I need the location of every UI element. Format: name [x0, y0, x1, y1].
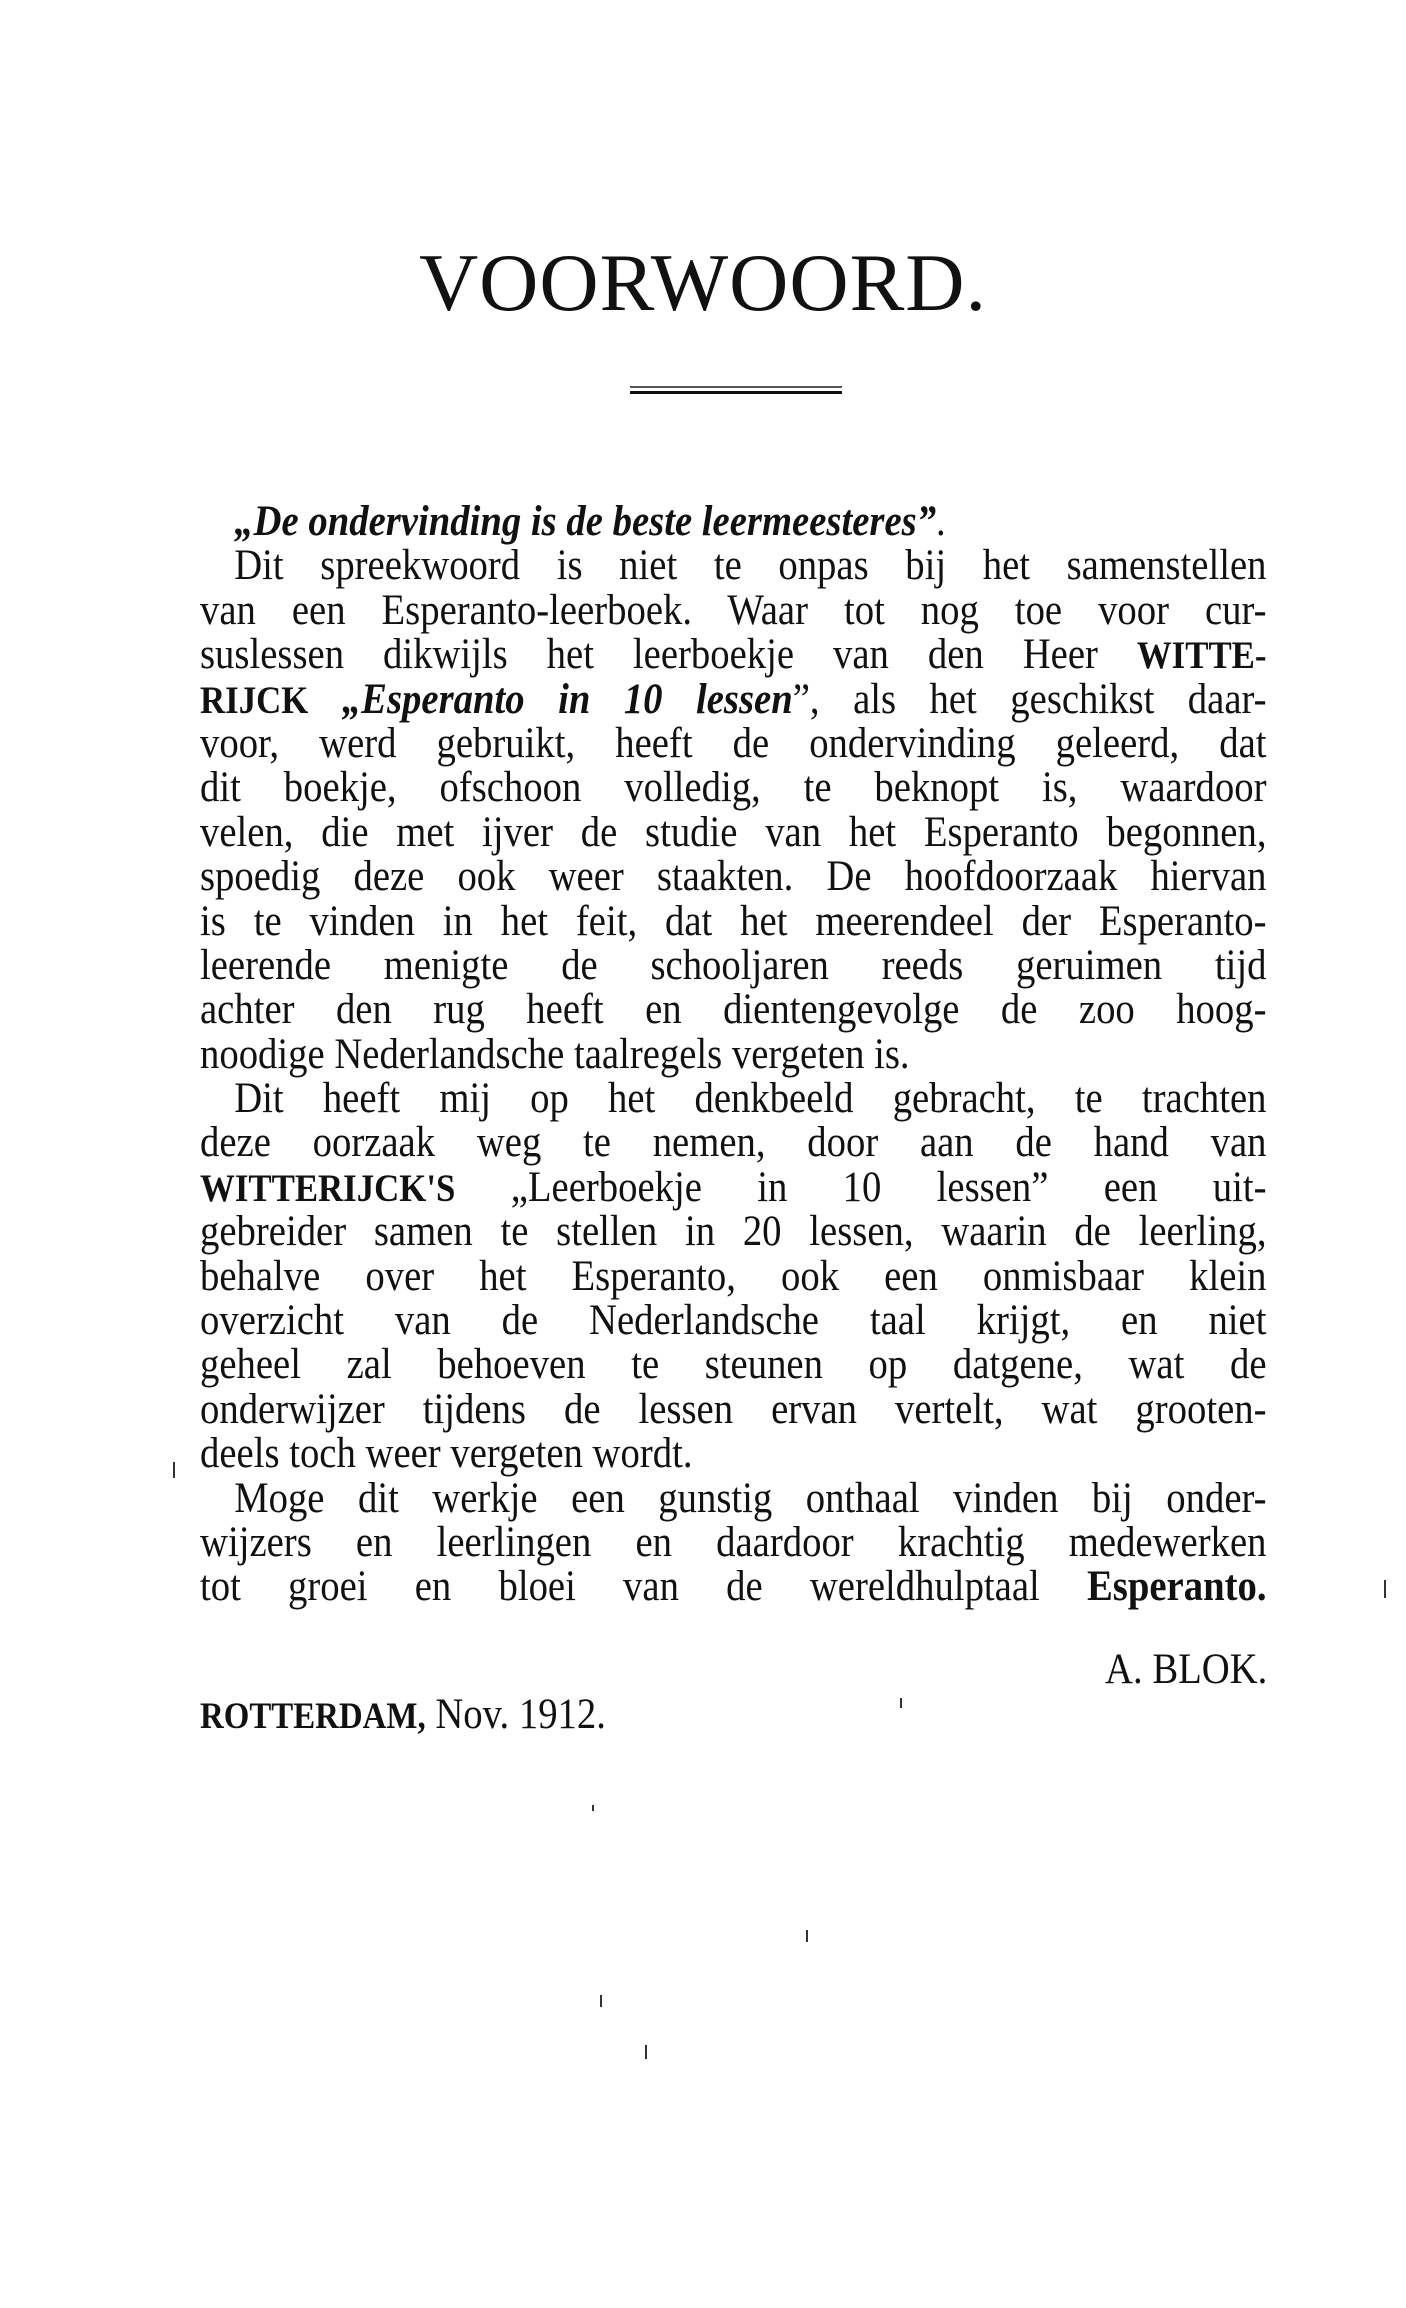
text-line: [200, 766, 1267, 810]
text-segment: gebreider samen te stellen in 20 lessen, waarin de leerling,: [200, 1208, 1267, 1256]
text-line: [200, 1565, 1267, 1609]
scan-speck: [1384, 1580, 1386, 1598]
text-line: [200, 1210, 1267, 1254]
text-line: [200, 941, 1267, 989]
text-line: [200, 1163, 1267, 1211]
text-segment: „Leerboekje in 10 lessen” een uit-: [455, 1163, 1267, 1211]
scan-speck: [592, 1805, 594, 1811]
text-line: [200, 675, 1267, 723]
text-line: [200, 855, 1267, 899]
text-segment: Dit heeft mij op het denkbeeld gebracht, te trachten: [234, 1075, 1267, 1123]
text-line: [200, 719, 1267, 767]
text-line: [200, 1343, 1267, 1387]
scan-speck: [900, 1698, 902, 1708]
text-segment: leerende menigte de schooljaren reeds geruimen tijd: [200, 941, 1267, 989]
scan-speck: [600, 1995, 602, 2007]
text-segment: velen, die met ijver de studie van het Esperanto begonnen,: [200, 808, 1267, 856]
italic-text: „De ondervinding is de beste leermeesteres”: [234, 498, 937, 545]
text-line: [200, 897, 1267, 945]
text-segment: .: [936, 498, 946, 545]
scan-speck: [173, 1462, 175, 1478]
text-line: [200, 1432, 1267, 1476]
small-caps-name: RIJCK: [200, 679, 309, 722]
page-title: VOORWOORD.: [418, 237, 988, 328]
text-line: [200, 586, 1267, 634]
text-segment: onderwijzer tijdens de lessen ervan vertelt, wat grooten-: [200, 1385, 1267, 1433]
text-segment: is te vinden in het feit, dat het meerendeel der Esperanto-: [200, 897, 1267, 945]
text-line: [200, 1385, 1267, 1433]
date: Nov. 1912.: [435, 1691, 606, 1738]
text-line: [200, 1252, 1267, 1300]
bold-text: Esperanto.: [1086, 1563, 1267, 1611]
text-segment: [308, 676, 341, 723]
text-segment: dit boekje, ofschoon volledig, te beknopt is, waardoor: [200, 764, 1267, 812]
text-line: [200, 988, 1267, 1032]
text-segment: suslessen dikwijls het leerboekje van den Heer: [200, 631, 1137, 679]
text-line: [200, 1474, 1267, 1522]
text-segment: deels toch weer vergeten wordt.: [200, 1430, 693, 1478]
text-segment: Moge dit werkje een gunstig onthaal vinden bij onder-: [234, 1474, 1267, 1522]
place: ROTTERDAM,: [200, 1695, 426, 1736]
italic-text: „Esperanto in 10 lessen: [341, 675, 793, 723]
text-line: [200, 1030, 1267, 1078]
text-segment: ”, als het geschikst daar-: [792, 675, 1267, 723]
text-line: [200, 808, 1267, 856]
scan-speck: [645, 2045, 647, 2059]
text-line: [200, 1518, 1267, 1566]
text-segment: overzicht van de Nederlandsche taal krijgt, en niet: [200, 1297, 1267, 1345]
text-segment: geheel zal behoeven te steunen op datgene, wat de: [200, 1341, 1267, 1389]
small-caps-name: WITTE-: [1136, 635, 1267, 678]
text-segment: van een Esperanto-leerboek. Waar tot nog toe voor cur-: [200, 586, 1267, 634]
author-signature: A. BLOK.: [1104, 1646, 1267, 1693]
text-segment: spoedig deze ook weer staakten. De hoofdoorzaak hiervan: [200, 853, 1267, 901]
place-date: [200, 1690, 606, 1739]
small-caps-name: WITTERIJCK'S: [200, 1167, 456, 1210]
text-line: [200, 1121, 1267, 1165]
text-line: [200, 500, 1267, 544]
text-segment: noodige Nederlandsche taalregels vergeten is.: [200, 1030, 910, 1078]
text-segment: deze oorzaak weg te nemen, door aan de hand van: [200, 1119, 1267, 1167]
scan-speck: [806, 1930, 808, 1942]
text-line: [200, 633, 1267, 677]
text-segment: wijzers en leerlingen en daardoor krachtig medewerken: [200, 1518, 1267, 1566]
text-segment: behalve over het Esperanto, ook een onmisbaar klein: [200, 1252, 1267, 1300]
text-line: [200, 1299, 1267, 1343]
text-segment: tot groei en bloei van de wereldhulptaal: [200, 1563, 1087, 1611]
text-segment: Dit spreekwoord is niet te onpas bij het samenstellen: [234, 542, 1267, 590]
title-divider: [630, 386, 842, 397]
text-segment: voor, werd gebruikt, heeft de ondervinding geleerd, dat: [200, 719, 1267, 767]
text-segment: achter den rug heeft en dientengevolge de zoo hoog-: [200, 986, 1267, 1034]
text-line: [200, 1077, 1267, 1121]
foreword-text: [200, 500, 1385, 1610]
text-line: [200, 544, 1267, 588]
